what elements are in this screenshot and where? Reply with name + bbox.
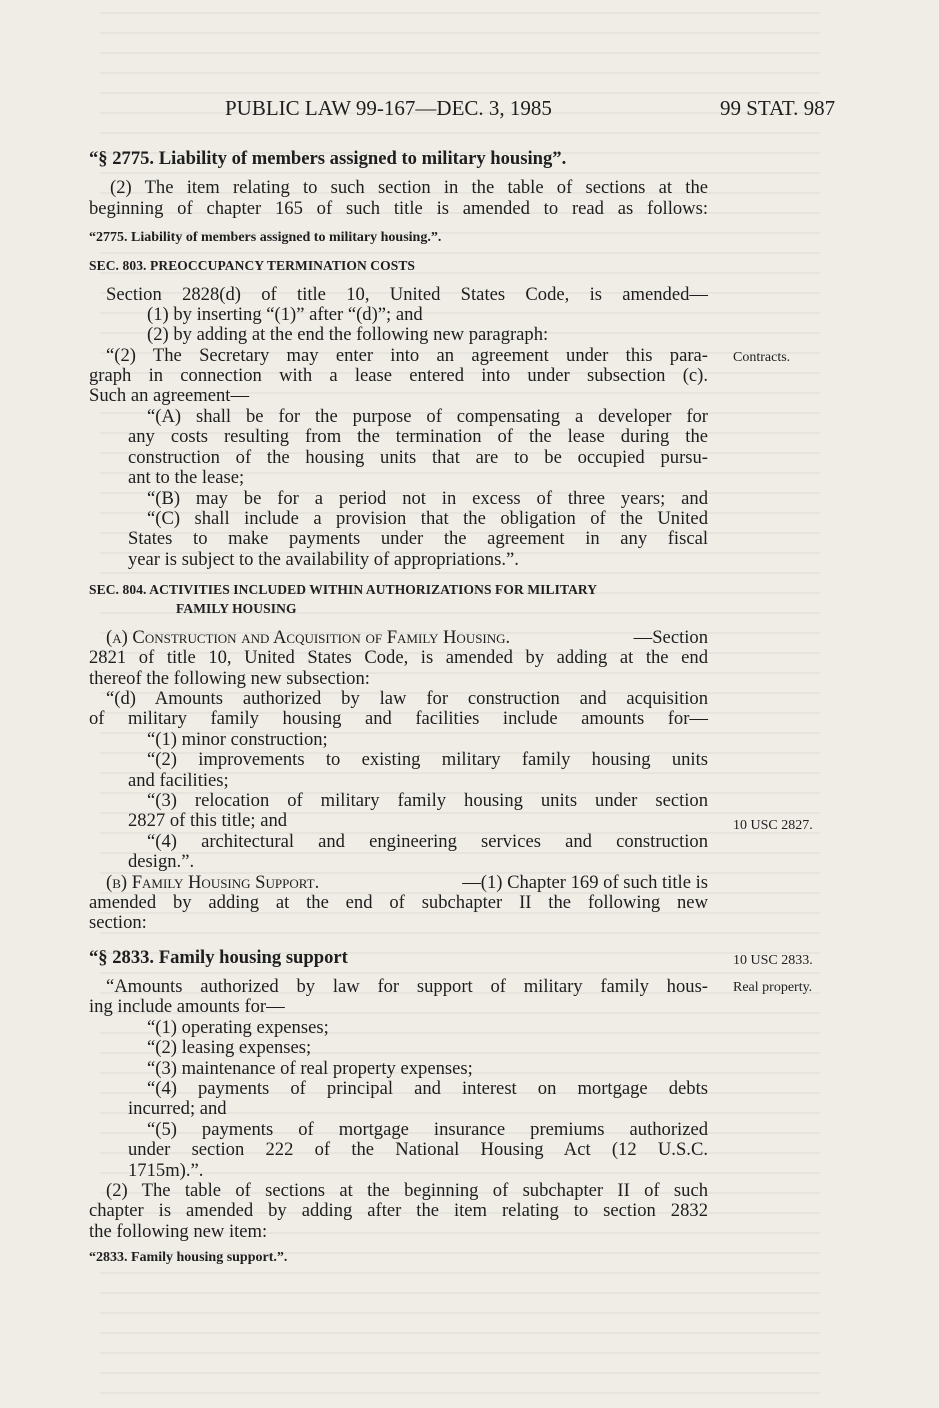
text-line: incurred; and [128, 1098, 227, 1119]
running-header-left: PUBLIC LAW 99-167—DEC. 3, 1985 [225, 96, 552, 120]
text-line: ing include amounts for— [89, 996, 285, 1017]
text-line: section: [89, 912, 147, 933]
text-line: Section 2828(d) of title 10, United States Code, is amended— [106, 284, 708, 305]
section-heading-804-cont: FAMILY HOUSING [176, 601, 297, 616]
running-header-right: 99 STAT. 987 [720, 96, 836, 120]
text-line: 1715m).”. [128, 1160, 204, 1181]
section-heading-2833: “§ 2833. Family housing support [89, 947, 348, 968]
margin-note-real-property: Real property. [733, 980, 813, 995]
text-line: (1) by inserting “(1)” after “(d)”; and [147, 304, 423, 325]
text-line: of military family housing and facilities include amounts for— [89, 708, 708, 729]
text-line: construction of the housing units that are to be occupied pursu- [128, 447, 708, 468]
text-line: the following new item: [89, 1221, 268, 1242]
table-item-2775: “2775. Liability of members assigned to military housing.”. [89, 230, 442, 245]
subsection-a-heading [106, 628, 708, 648]
text-line: (2) The table of sections at the beginning of subchapter II of such [106, 1180, 708, 1201]
text-line: “(A) shall be for the purpose of compensating a developer for [147, 406, 708, 427]
text-line: any costs resulting from the termination of the lease during the [128, 426, 708, 447]
text-line: “Amounts authorized by law for support of military family hous- [106, 976, 708, 997]
section-heading-804: SEC. 804. ACTIVITIES INCLUDED WITHIN AUTHORIZATIONS FOR MILITARY [89, 582, 598, 597]
text-line: amended by adding at the end of subchapter II the following new [89, 892, 708, 913]
text-line: “(3) maintenance of real property expenses; [147, 1058, 473, 1079]
table-item-2833: “2833. Family housing support.”. [89, 1250, 288, 1265]
text-line: “(B) may be for a period not in excess of three years; and [147, 488, 708, 509]
text-line: “(2) The Secretary may enter into an agreement under this para- [106, 345, 708, 366]
text-line: “(4) architectural and engineering services and construction [147, 831, 708, 852]
text-line: States to make payments under the agreement in any fiscal [128, 528, 708, 549]
text-line: “(d) Amounts authorized by law for construction and acquisition [106, 688, 708, 709]
text-line: year is subject to the availability of appropriations.”. [128, 549, 519, 570]
text-line: “(5) payments of mortgage insurance premiums authorized [147, 1119, 708, 1140]
text-line: 2821 of title 10, United States Code, is amended by adding at the end [89, 647, 708, 668]
margin-note-10-usc-2833: 10 USC 2833. [733, 953, 813, 968]
text-line: chapter is amended by adding after the item relating to section 2832 [89, 1200, 708, 1221]
text-line: “(2) leasing expenses; [147, 1037, 312, 1058]
text-line: “(1) operating expenses; [147, 1017, 329, 1038]
subsection-b-rest: —(1) Chapter 169 of such title is [462, 872, 708, 893]
subsection-a-title: (a) Construction and Acquisition of Family Housing. [106, 627, 511, 648]
text-line: 2827 of this title; and [128, 810, 288, 831]
text-line: graph in connection with a lease entered into under subsection (c). [89, 365, 708, 386]
subsection-a-rest: —Section [633, 627, 708, 648]
text-line: under section 222 of the National Housing Act (12 U.S.C. [128, 1139, 708, 1160]
subsection-b-heading [106, 873, 708, 893]
section-heading-2775: “§ 2775. Liability of members assigned to military housing”. [89, 148, 567, 169]
text-line: “(C) shall include a provision that the obligation of the United [147, 508, 708, 529]
section-heading-803: SEC. 803. PREOCCUPANCY TERMINATION COSTS [89, 258, 416, 273]
margin-note-contracts: Contracts. [733, 350, 791, 365]
text-line: “(4) payments of principal and interest on mortgage debts [147, 1078, 708, 1099]
text-line: design.”. [128, 851, 195, 872]
text-line: Such an agreement— [89, 385, 250, 406]
text-line: “(2) improvements to existing military family housing units [147, 749, 708, 770]
text-line: thereof the following new subsection: [89, 668, 370, 689]
text-line: ant to the lease; [128, 467, 245, 488]
text-line: “(1) minor construction; [147, 729, 328, 750]
text-line: beginning of chapter 165 of such title is amended to read as follows: [89, 198, 708, 219]
text-line: “(3) relocation of military family housing units under section [147, 790, 708, 811]
text-line: (2) by adding at the end the following new paragraph: [147, 324, 549, 345]
text-line: (2) The item relating to such section in the table of sections at the [110, 177, 708, 198]
subsection-b-title: (b) Family Housing Support. [106, 872, 320, 893]
text-line: and facilities; [128, 770, 229, 791]
margin-note-10-usc-2827: 10 USC 2827. [733, 818, 813, 833]
